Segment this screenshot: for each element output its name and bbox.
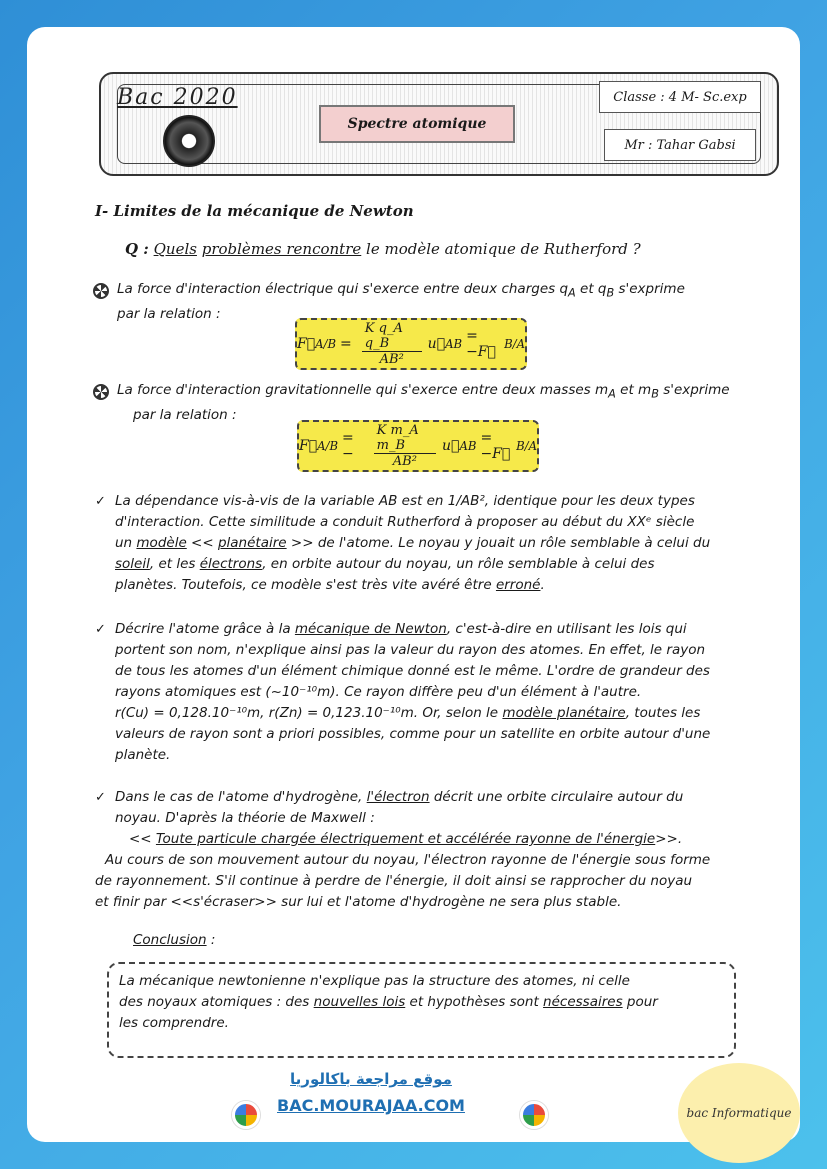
conclusion-text bbox=[119, 971, 719, 1034]
para3-line4: Au cours de son mouvement autour du noyau, l'électron rayonne de l'énergie sous forme bbox=[105, 852, 711, 868]
f1-lhs-sub: A/B bbox=[315, 337, 337, 351]
f2-fraction bbox=[374, 423, 436, 469]
bullet2-sub-a: A bbox=[608, 387, 616, 401]
question-prefix: Q : bbox=[125, 240, 149, 258]
question-part-1: Quels bbox=[153, 240, 197, 258]
f1-rhs-sub: B/A bbox=[504, 337, 525, 351]
para3-l3a: << bbox=[129, 831, 156, 847]
class-label: Classe : 4 M- Sc.exp bbox=[599, 81, 761, 113]
f2-lhs-sub: A/B bbox=[317, 439, 339, 453]
para3-l1b: l'électron bbox=[366, 789, 430, 805]
section-heading: I- Limites de la mécanique de Newton bbox=[95, 202, 414, 220]
para1-l3d: planétaire bbox=[217, 535, 287, 551]
bac-year: Bac 2020 bbox=[117, 85, 238, 110]
f2-lhs: F⃗ bbox=[299, 438, 318, 454]
f2-num: K m_A m_B bbox=[374, 423, 436, 454]
bullet1-sub-a: A bbox=[568, 286, 576, 300]
emblem-icon bbox=[163, 115, 215, 167]
para3-line5: de rayonnement. S'il continue à perdre de l'énergie, il doit ainsi se rapprocher du noyau bbox=[95, 873, 693, 889]
para1-l4d: , en orbite autour du noyau, un rôle semblable à celui des bbox=[262, 556, 655, 572]
para3-l1a: Dans le cas de l'atome d'hydrogène, bbox=[115, 789, 367, 805]
site-logo-icon bbox=[232, 1101, 260, 1129]
bullet2-line1: La force d'interaction gravitationnelle qui s'exerce entre deux masses m bbox=[117, 382, 609, 398]
question bbox=[125, 240, 641, 258]
para2-l1a: Décrire l'atome grâce à la bbox=[115, 621, 295, 637]
bac-informatique-badge bbox=[678, 1063, 800, 1163]
para3-line2: noyau. D'après la théorie de Maxwell : bbox=[115, 810, 375, 826]
badge-text: bac Informatique bbox=[686, 1106, 792, 1120]
para1-l5b: erroné bbox=[495, 577, 541, 593]
bullet1-line2: par la relation : bbox=[117, 305, 221, 322]
conclusion-line3: les comprendre. bbox=[119, 1015, 229, 1031]
bullet1-line1: La force d'interaction électrique qui s'exerce entre deux charges q bbox=[117, 281, 569, 297]
conclusion-l2d: nécessaires bbox=[543, 994, 623, 1010]
bullet2-end: s'exprime bbox=[658, 382, 730, 398]
f2-eq: = − bbox=[342, 430, 354, 462]
pinwheel-bullet-icon bbox=[93, 384, 109, 400]
question-part-2: problèmes rencontre bbox=[201, 240, 362, 258]
para2-line2: portent son nom, n'explique ainsi pas la valeur du rayon des atomes. En effet, le rayon bbox=[115, 642, 706, 658]
pinwheel-bullet-icon bbox=[93, 283, 109, 299]
f1-eq: = bbox=[340, 336, 352, 352]
bullet1-end: s'exprime bbox=[614, 281, 685, 297]
conclusion-label-suffix: : bbox=[206, 932, 216, 948]
teacher-label: Mr : Tahar Gabsi bbox=[604, 129, 756, 161]
formula-electric bbox=[295, 318, 527, 370]
para2-line3: de tous les atomes d'un élément chimique donné est le même. L'ordre de grandeur des bbox=[115, 663, 710, 679]
f1-lhs: F⃗ bbox=[297, 336, 316, 352]
para2-l5a: r(Cu) = 0,128.10⁻¹⁰m, r(Zn) = 0,123.10⁻¹⁰m. Or, selon le bbox=[115, 705, 503, 721]
para2-l5b: modèle planétaire bbox=[502, 705, 626, 721]
bullet2-text bbox=[117, 380, 787, 426]
bullet1-mid: et q bbox=[575, 281, 607, 297]
f1-vec: u⃗ bbox=[427, 336, 446, 352]
conclusion-line1: La mécanique newtonienne n'explique pas la structure des atomes, ni celle bbox=[119, 973, 630, 989]
para1-l5a: planètes. Toutefois, ce modèle s'est très vite avéré être bbox=[115, 577, 496, 593]
para1-l3b: modèle bbox=[136, 535, 187, 551]
para3-line6: et finir par <<s'écraser>> sur lui et l'atome d'hydrogène ne sera plus stable. bbox=[95, 894, 622, 910]
para2-line7: planète. bbox=[115, 747, 171, 763]
para1-l4c: électrons bbox=[199, 556, 263, 572]
para2-l1c: , c'est-à-dire en utilisant les lois qui bbox=[446, 621, 687, 637]
checkmark-icon: ✓ bbox=[95, 790, 106, 805]
para3-l3b: Toute particule chargée électriquement et accélérée rayonne de l'énergie bbox=[155, 831, 656, 847]
para1-l4b: , et les bbox=[149, 556, 200, 572]
bullet1-sub-b: B bbox=[606, 286, 615, 300]
f2-rhs: = −F⃗ bbox=[480, 430, 511, 462]
para2-l1b: mécanique de Newton bbox=[294, 621, 447, 637]
paragraph-2 bbox=[115, 619, 787, 766]
para2-l5c: , toutes les bbox=[625, 705, 701, 721]
para2-line4: rayons atomiques est (~10⁻¹⁰m). Ce rayon diffère peu d'un élément à l'autre. bbox=[115, 684, 642, 700]
document-page bbox=[27, 27, 800, 1142]
f1-num: K q_A q_B bbox=[362, 321, 422, 352]
f1-den: AB² bbox=[379, 352, 404, 367]
paragraph-1 bbox=[115, 491, 787, 596]
para1-l3a: un bbox=[115, 535, 137, 551]
f2-vec-sub: AB bbox=[459, 439, 477, 453]
paragraph-3 bbox=[115, 787, 787, 850]
para1-line1: La dépendance vis-à-vis de la variable AB est en 1/AB², identique pour les deux types bbox=[115, 493, 695, 509]
conclusion-l2c: et hypothèses sont bbox=[405, 994, 544, 1010]
doc-title: Spectre atomique bbox=[319, 105, 515, 143]
para2-line6: valeurs de rayon sont a priori possibles, comme pour un satellite en orbite autour d'une bbox=[115, 726, 711, 742]
checkmark-icon: ✓ bbox=[95, 622, 106, 637]
f1-rhs: = −F⃗ bbox=[466, 328, 496, 360]
conclusion-label-text: Conclusion bbox=[133, 932, 207, 948]
site-logo-icon bbox=[520, 1101, 548, 1129]
para1-line2: d'interaction. Cette similitude a conduit Rutherford à proposer au début du XXᵉ siècle bbox=[115, 514, 695, 530]
conclusion-l2b: nouvelles lois bbox=[313, 994, 406, 1010]
bullet2-line2: par la relation : bbox=[133, 406, 237, 423]
f2-vec: u⃗ bbox=[442, 438, 460, 454]
para1-l4a: soleil bbox=[115, 556, 150, 572]
formula-gravitational bbox=[297, 420, 539, 472]
paragraph-3-cont bbox=[95, 850, 787, 913]
f1-vec-sub: AB bbox=[445, 337, 463, 351]
checkmark-icon: ✓ bbox=[95, 494, 106, 509]
bullet2-sub-b: B bbox=[651, 387, 659, 401]
f2-rhs-sub: B/A bbox=[516, 439, 537, 453]
para3-l1c: décrit une orbite circulaire autour du bbox=[429, 789, 684, 805]
conclusion-l2a: des noyaux atomiques : des bbox=[119, 994, 314, 1010]
f1-fraction bbox=[362, 321, 422, 367]
f2-den: AB² bbox=[392, 454, 417, 469]
para1-l3c: << bbox=[186, 535, 218, 551]
question-part-3: le modèle atomique de Rutherford ? bbox=[366, 240, 641, 258]
footer-url-link[interactable]: BAC.MOURAJAA.COM bbox=[277, 1096, 465, 1115]
conclusion-l2e: pour bbox=[622, 994, 658, 1010]
para1-l3e: >> de l'atome. Le noyau y jouait un rôle semblable à celui du bbox=[286, 535, 711, 551]
para3-l3c: >>. bbox=[655, 831, 683, 847]
para1-l5c: . bbox=[540, 577, 545, 593]
footer-arabic-link[interactable]: موقع مراجعة باكالوريا bbox=[290, 1070, 452, 1088]
bullet2-mid: et m bbox=[615, 382, 652, 398]
conclusion-label bbox=[133, 930, 215, 951]
